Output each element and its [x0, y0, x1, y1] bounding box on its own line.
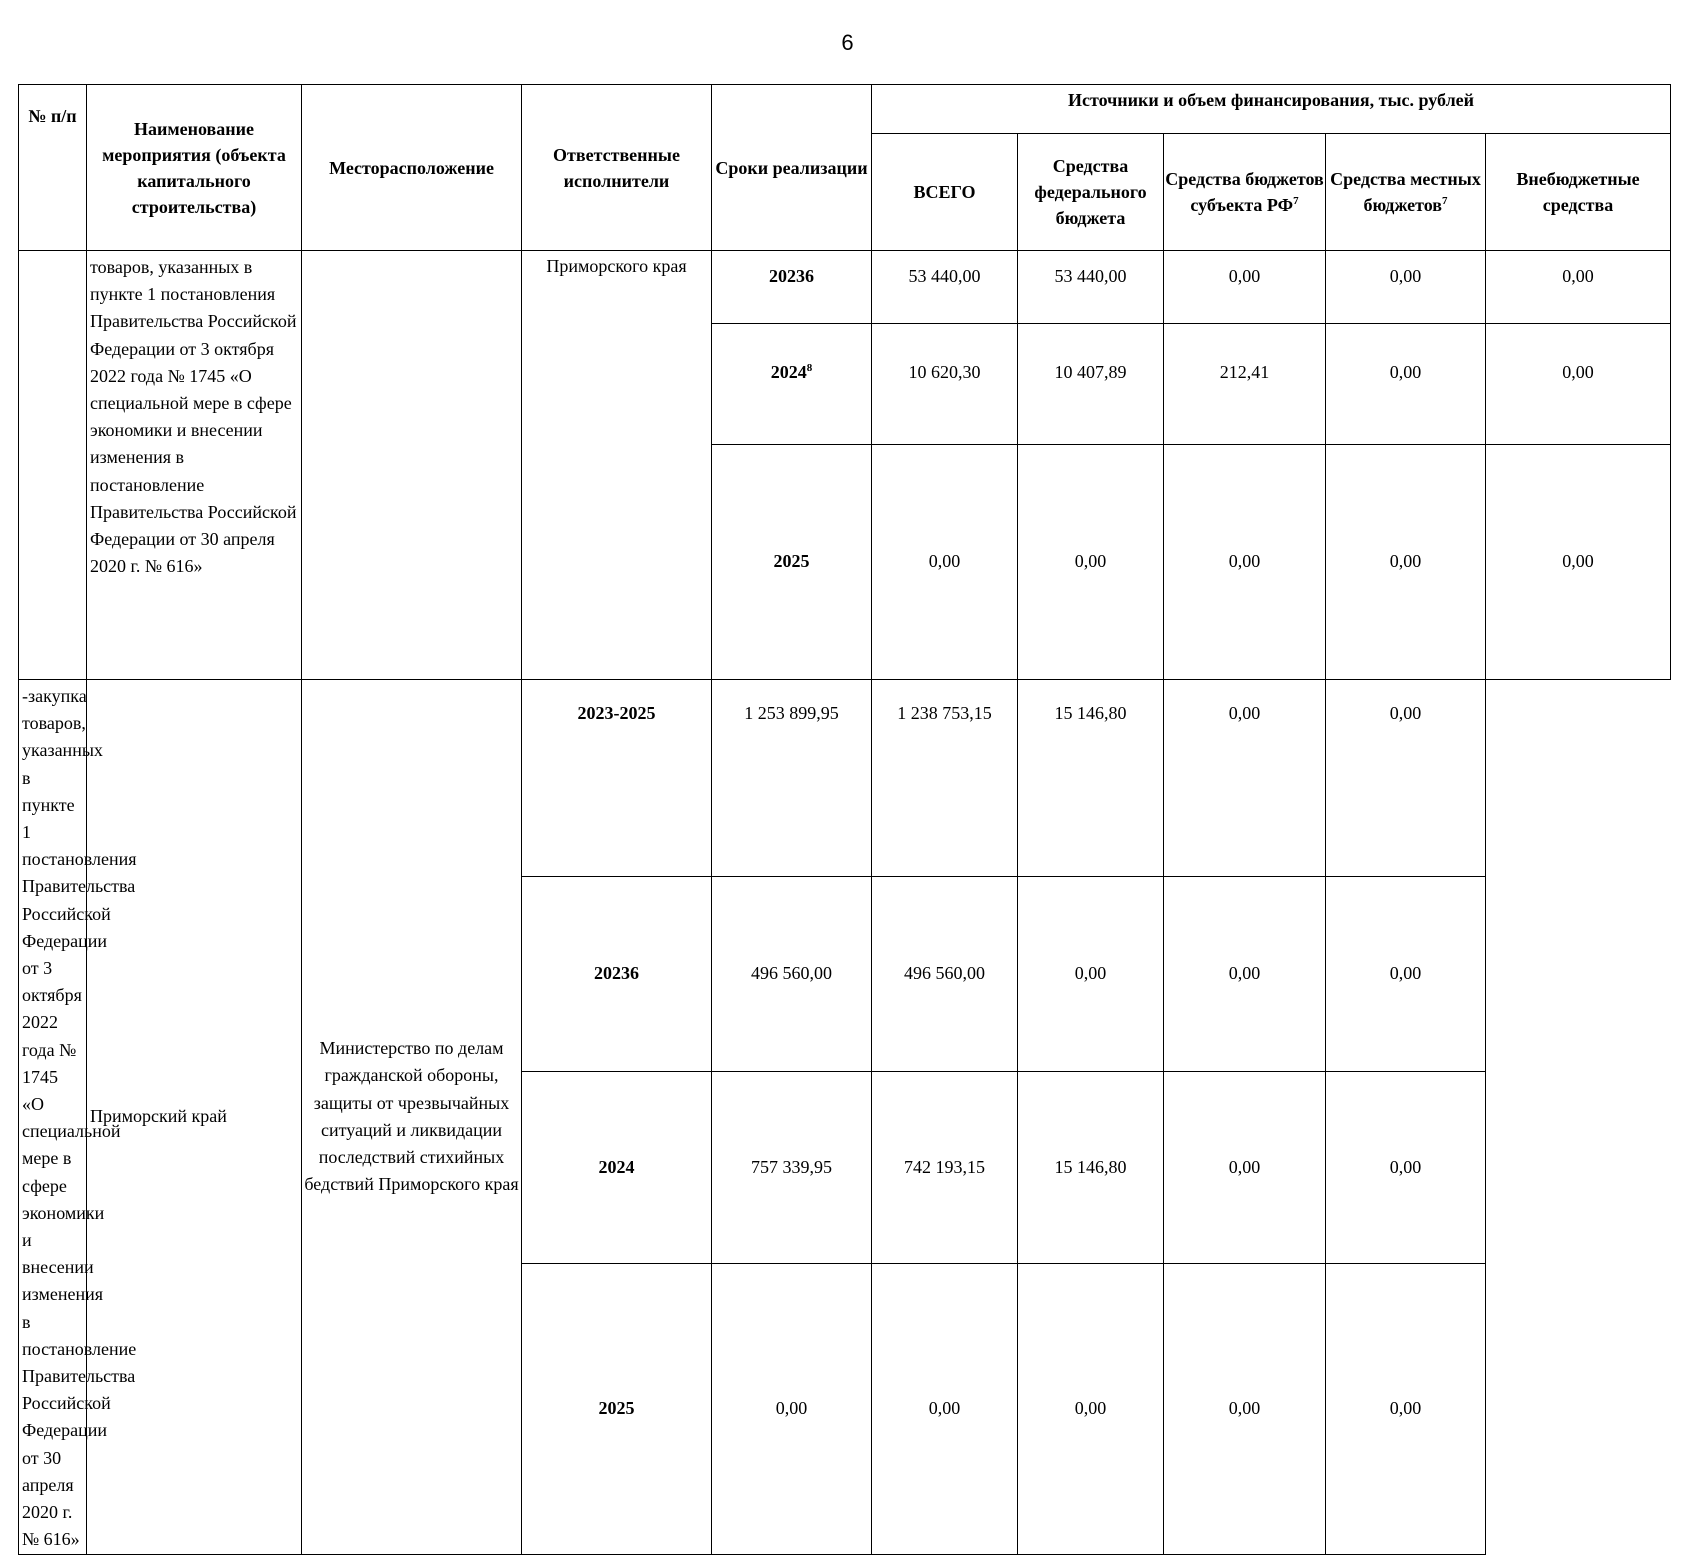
header-responsible: Ответственные исполнители: [522, 85, 712, 251]
table-row: [19, 251, 1671, 324]
header-subject: [1164, 134, 1326, 251]
block2-local: 0,00: [1164, 876, 1326, 1071]
header-num: № п/п: [19, 85, 87, 251]
block1-name: товаров, указанных в пункте 1 постановления Правительства Российской Федерации от 3 октября 2022 года № 1745 «О специальной мере в сфере экономики и внесении изменения в постановление Правительства Российской Федерации от 30 апреля 2020 г. № 616»: [87, 251, 302, 680]
block1-extra: 0,00: [1486, 324, 1671, 445]
page-number: 6: [841, 30, 854, 55]
block1-subject: 0,00: [1164, 445, 1326, 680]
block1-local: 0,00: [1326, 324, 1486, 445]
block2-subject: 15 146,80: [1018, 680, 1164, 877]
block1-total: 10 620,30: [872, 324, 1018, 445]
block2-subject: 0,00: [1018, 1264, 1164, 1554]
block1-subject: 0,00: [1164, 251, 1326, 324]
block2-local: 0,00: [1164, 1071, 1326, 1264]
block2-year: 2023-2025: [522, 680, 712, 877]
block1-extra: 0,00: [1486, 251, 1671, 324]
header-subject-footnote: 7: [1293, 195, 1299, 207]
header-local: [1326, 134, 1486, 251]
block2-location: Приморский край: [87, 680, 302, 1555]
header-local-text: Средства местных бюджетов: [1330, 169, 1481, 215]
block1-federal: 0,00: [1018, 445, 1164, 680]
block2-federal: 0,00: [872, 1264, 1018, 1554]
block1-extra: 0,00: [1486, 445, 1671, 680]
block1-year-text: 2024: [770, 362, 807, 382]
block1-federal: 10 407,89: [1018, 324, 1164, 445]
block2-federal: 742 193,15: [872, 1071, 1018, 1264]
block1-subject: 212,41: [1164, 324, 1326, 445]
block1-federal: 53 440,00: [1018, 251, 1164, 324]
block2-local: 0,00: [1164, 1264, 1326, 1554]
block2-extra: 0,00: [1326, 680, 1486, 877]
block1-num: [19, 251, 87, 680]
block1-responsible: Приморского края: [522, 251, 712, 680]
block2-total: 757 339,95: [712, 1071, 872, 1264]
block1-local: 0,00: [1326, 251, 1486, 324]
block2-total: 1 253 899,95: [712, 680, 872, 877]
block2-year: 2024: [522, 1071, 712, 1264]
header-subject-text: Средства бюджетов субъекта РФ: [1165, 169, 1324, 215]
block2-total: 0,00: [712, 1264, 872, 1554]
block1-year: 2025: [712, 445, 872, 680]
header-extra: Внебюджетные средства: [1486, 134, 1671, 251]
header-financing: Источники и объем финансирования, тыс. рублей: [872, 85, 1671, 134]
block2-total: 496 560,00: [712, 876, 872, 1071]
block2-year: 2025: [522, 1264, 712, 1554]
block2-extra: 0,00: [1326, 1071, 1486, 1264]
header-local-footnote: 7: [1442, 195, 1448, 207]
table-row: [19, 680, 1671, 877]
block2-name: -закупка товаров, указанных в пункте 1 постановления Правительства Российской Федерации от 3 октября 2022 года № 1745 «О специальной мере в сфере экономики и внесении изменения в постановление Правительства Российской Федерации от 30 апреля 2020 г. № 616»: [19, 680, 87, 1555]
header-terms: Сроки реализации: [712, 85, 872, 251]
block1-location: [302, 251, 522, 680]
header-location: Месторасположение: [302, 85, 522, 251]
block2-federal: 1 238 753,15: [872, 680, 1018, 877]
block2-responsible: Министерство по делам гражданской обороны, защиты от чрезвычайных ситуаций и ликвидации последствий стихийных бедствий Приморского края: [302, 680, 522, 1555]
block2-local: 0,00: [1164, 680, 1326, 877]
header-name: Наименование мероприятия (объекта капитального строительства): [87, 85, 302, 251]
block2-subject: 15 146,80: [1018, 1071, 1164, 1264]
block1-total: 53 440,00: [872, 251, 1018, 324]
block1-year: 20236: [712, 251, 872, 324]
header-total: ВСЕГО: [872, 134, 1018, 251]
block1-local: 0,00: [1326, 445, 1486, 680]
block2-federal: 496 560,00: [872, 876, 1018, 1071]
header-federal: Средства федерального бюджета: [1018, 134, 1164, 251]
block2-year: 20236: [522, 876, 712, 1071]
block2-extra: 0,00: [1326, 876, 1486, 1071]
block1-year: [712, 324, 872, 445]
block2-extra: 0,00: [1326, 1264, 1486, 1554]
block1-total: 0,00: [872, 445, 1018, 680]
financing-table: [18, 84, 1671, 1555]
block1-year-footnote: 8: [806, 362, 813, 374]
block2-subject: 0,00: [1018, 876, 1164, 1071]
